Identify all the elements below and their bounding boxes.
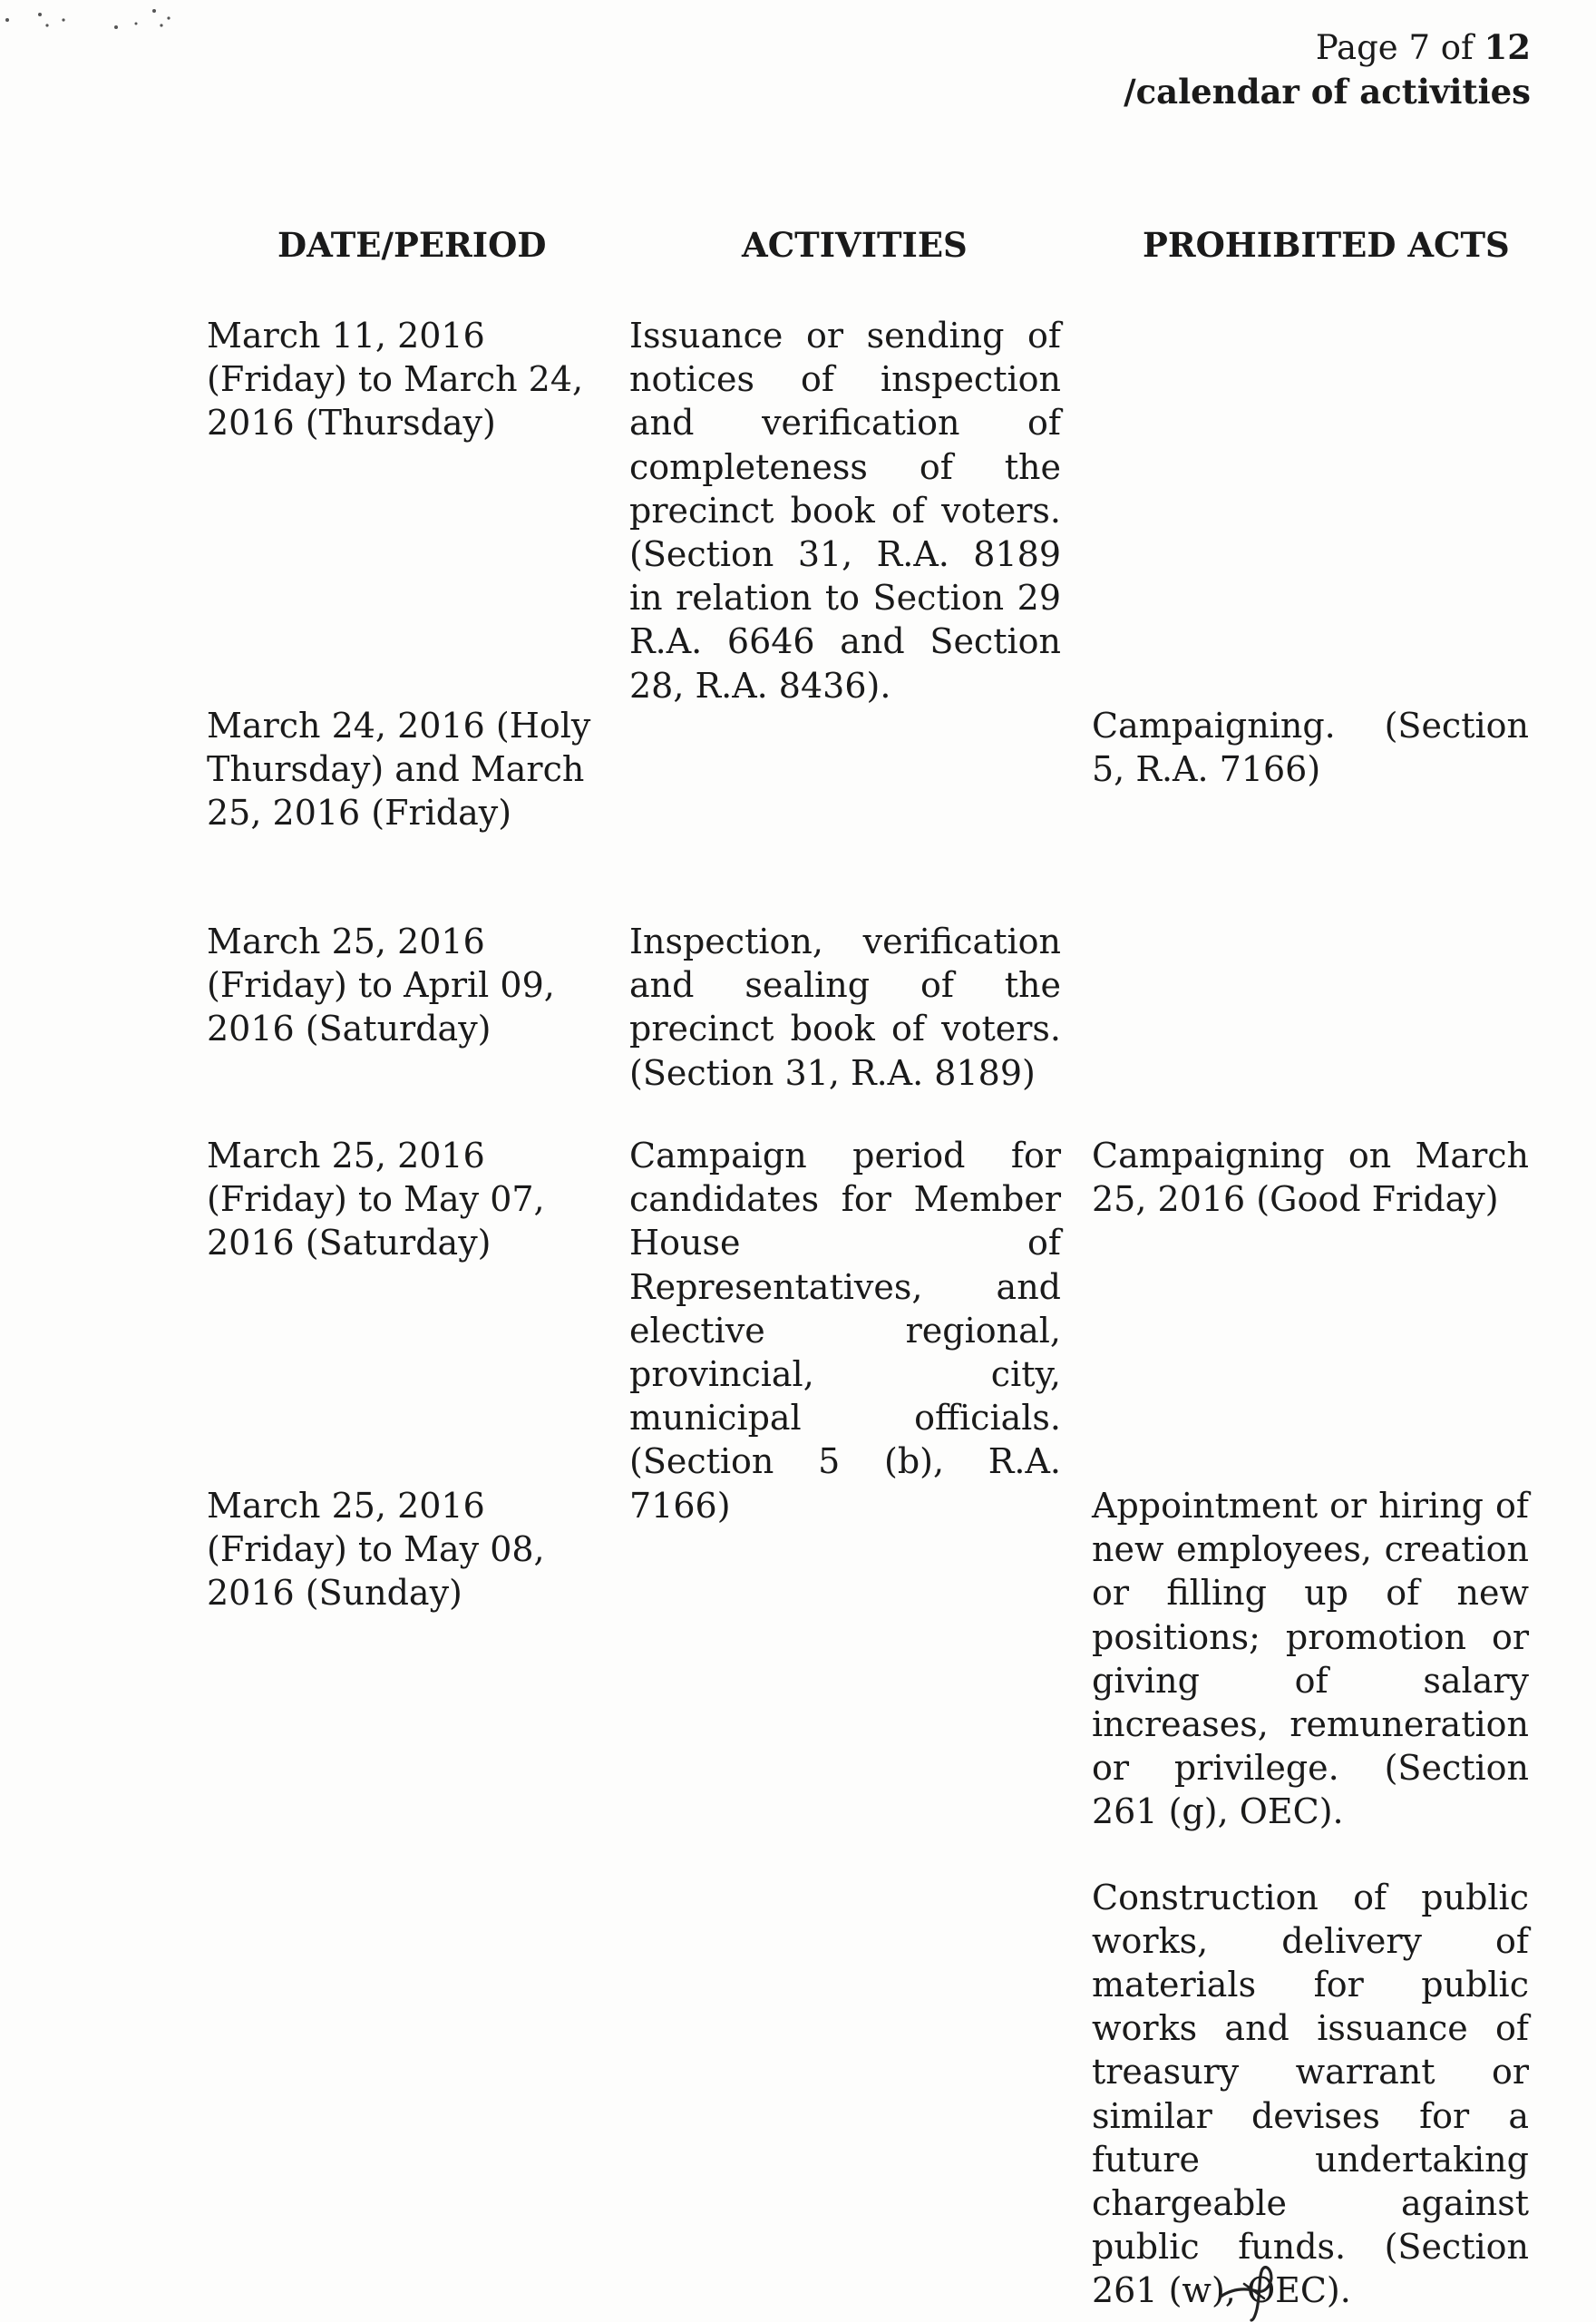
column-header-prohibited-acts: PROHIBITED ACTS [1143, 225, 1510, 265]
page-header [1124, 25, 1531, 113]
column-header-date-period: DATE/PERIOD [277, 225, 547, 265]
date-period-cell: March 25, 2016 (Friday) to May 08, 2016 (Sunday) [207, 1486, 545, 1614]
date-period-cell: March 25, 2016 (Friday) to May 07, 2016 (Saturday) [207, 1136, 545, 1263]
scan-noise-specks [0, 0, 236, 54]
document-subtitle: /calendar of activities [1124, 72, 1531, 112]
prohibited-acts-cell [1092, 1134, 1529, 1221]
date-period-cell: March 24, 2016 (Holy Thursday) and March 25, 2016 (Friday) [207, 706, 591, 834]
page-number: Page 7 of 12 [1315, 27, 1531, 67]
activity-cell: Inspection, verification and sealing of the precinct book of voters. (Section 31, R.A. 8189) [629, 922, 1061, 1093]
prohibited-acts-cell [1092, 704, 1529, 791]
prohibited-act-text: Campaigning. (Section 5, R.A. 7166) [1092, 706, 1529, 790]
prohibited-act-text: Appointment or hiring of new employees, creation or filling up of new positions; promotion or giving of salary increases, remuneration or privilege. (Section 261 (g), OEC). [1092, 1486, 1529, 1832]
activity-cell: Issuance or sending of notices of inspection and verification of completeness of the precinct book of voters. (Section 31, R.A. 8189 in relation to Section 29 R.A. 6646 and Section 28, R.A. 8436). [629, 316, 1061, 706]
prohibited-act-text: Campaigning on March 25, 2016 (Good Friday) [1092, 1136, 1529, 1220]
table-column-headers [0, 225, 1596, 270]
date-period-cell: March 25, 2016 (Friday) to April 09, 2016 (Saturday) [207, 922, 555, 1049]
date-period-cell: March 11, 2016 (Friday) to March 24, 2016 (Thursday) [207, 316, 584, 444]
activity-cell: Campaign period for candidates for Member House of Representatives, and elective regional, provincial, city, municipal officials. (Section 5 (b), R.A. 7166) [629, 1136, 1061, 1526]
column-header-activities: ACTIVITIES [742, 225, 968, 265]
initials-signature [1217, 2257, 1286, 2322]
prohibited-act-text: Construction of public works, delivery of materials for public works and issuance of treasury warrant or similar devises for a future undertaking chargeable against public funds. (Section 261 (w), OEC). [1092, 1877, 1529, 2311]
prohibited-acts-cell [1092, 1484, 1529, 2313]
